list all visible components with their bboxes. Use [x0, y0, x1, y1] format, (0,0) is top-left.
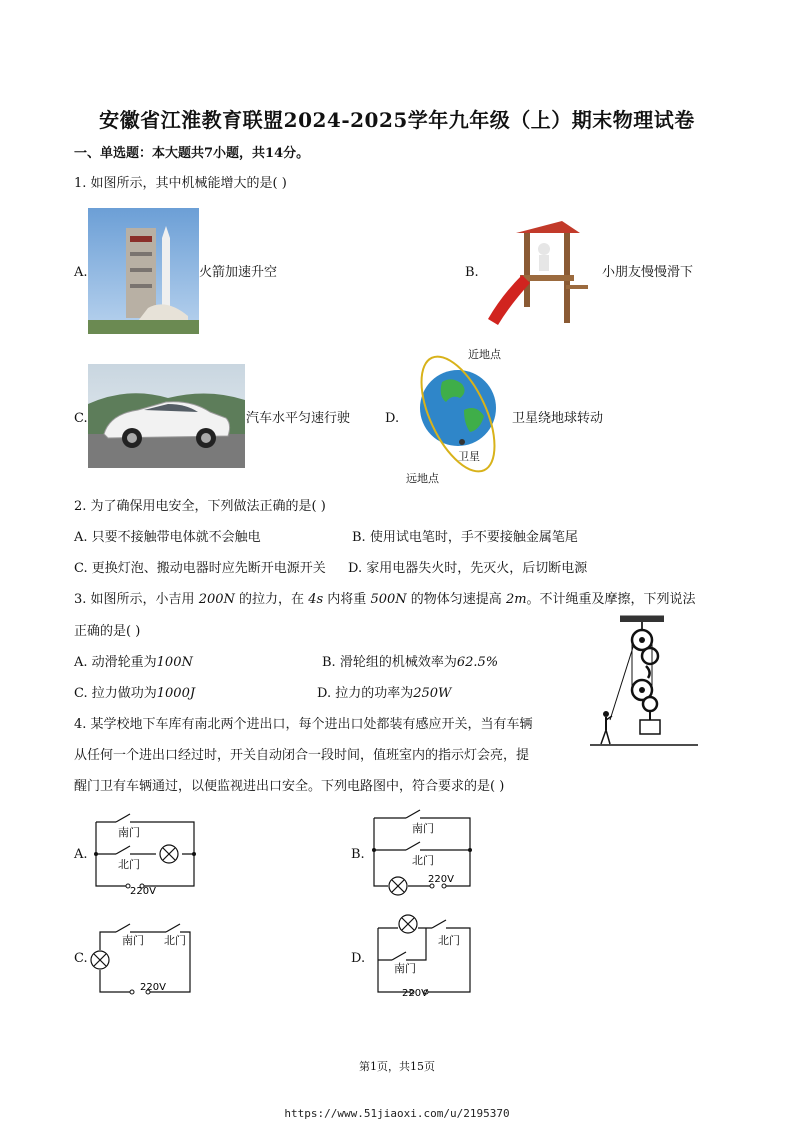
circuit-d-voltage-label: 220V: [402, 988, 428, 999]
q4-option-d-letter: D.: [351, 951, 366, 966]
question-4-line-1: 4. 某学校地下车库有南北两个进出口，每个进出口处都装有感应开关，当有车辆: [74, 717, 533, 732]
circuit-a-north-label: 北门: [118, 858, 140, 871]
q4-option-a-letter: A.: [74, 847, 88, 862]
q2-option-c: C. 更换灯泡、搬动电器时应先断开电源开关: [74, 561, 326, 576]
question-3-stem: 3. 如图所示，小吉用 200N 的拉力，在 4s 内将重 500N 的物体匀速提高 2m。不计绳重及摩擦，下列说法: [74, 592, 696, 607]
circuit-d-north-label: 北门: [438, 934, 460, 947]
circuit-b-voltage-label: 220V: [428, 874, 454, 885]
question-4-line-2: 从任何一个进出口经过时，开关自动闭合一段时间，值班室内的指示灯会亮，提: [74, 748, 530, 763]
orbit-label-near: 近地点: [468, 348, 501, 361]
circuit-b: [366, 806, 478, 896]
q3-option-d: D. 拉力的功率为250W: [317, 686, 452, 701]
q2-option-d: D. 家用电器失火时，先灭火，后切断电源: [348, 561, 588, 576]
circuit-d-south-label: 南门: [394, 962, 416, 975]
orbit-label-far: 远地点: [406, 472, 439, 485]
q2-option-b: B. 使用试电笔时，手不要接触金属笔尾: [352, 530, 578, 545]
q1-option-a-text: 火箭加速升空: [199, 265, 278, 280]
circuit-c-north-label: 北门: [164, 934, 186, 947]
question-3-stem-line2: 正确的是( ): [74, 624, 141, 639]
pulley-system-diagram: [590, 612, 700, 750]
q1-option-c-letter: C.: [74, 411, 88, 426]
question-4-line-3: 醒门卫有车辆通过，以便监视进出口安全。下列电路图中，符合要求的是( ): [74, 779, 505, 794]
question-1-stem: 1. 如图所示，其中机械能增大的是( ): [74, 176, 287, 191]
q4-option-b-letter: B.: [351, 847, 365, 862]
rocket-launch-image: [88, 208, 199, 334]
satellite-orbit-diagram: [402, 346, 512, 486]
page-title: 安徽省江淮教育联盟2024-2025学年九年级（上）期末物理试卷: [99, 108, 695, 132]
circuit-c-voltage-label: 220V: [140, 982, 166, 993]
q3-option-a: A. 动滑轮重为100N: [74, 655, 193, 670]
circuit-c: [86, 918, 198, 1004]
orbit-label-satellite: 卫星: [458, 450, 480, 463]
page-number: 第1页，共15页: [359, 1060, 435, 1073]
q1-option-b-text: 小朋友慢慢滑下: [602, 265, 694, 280]
circuit-b-north-label: 北门: [412, 854, 434, 867]
question-2-stem: 2. 为了确保用电安全，下列做法正确的是( ): [74, 499, 326, 514]
circuit-d: [366, 910, 478, 1004]
circuit-c-south-label: 南门: [122, 934, 144, 947]
car-image: [88, 364, 245, 468]
q3-option-c: C. 拉力做功为1000J: [74, 686, 196, 701]
circuit-a-voltage-label: 220V: [130, 886, 156, 896]
circuit-a-south-label: 南门: [118, 826, 140, 839]
source-url: https://www.51jiaoxi.com/u/2195370: [284, 1107, 510, 1120]
q2-option-a: A. 只要不接触带电体就不会触电: [74, 530, 261, 545]
q4-option-c-letter: C.: [74, 951, 88, 966]
q1-option-c-text: 汽车水平匀速行驶: [246, 411, 351, 426]
q1-option-b-letter: B.: [465, 265, 479, 280]
q1-option-a-letter: A.: [74, 265, 88, 280]
slide-image: [484, 215, 596, 327]
q1-option-d-text: 卫星绕地球转动: [512, 411, 604, 426]
q3-option-b: B. 滑轮组的机械效率为62.5%: [322, 655, 499, 670]
section-heading: 一、单选题：本大题共7小题，共14分。: [74, 146, 310, 161]
q1-option-d-letter: D.: [385, 411, 400, 426]
circuit-a: [86, 808, 198, 896]
circuit-b-south-label: 南门: [412, 822, 434, 835]
